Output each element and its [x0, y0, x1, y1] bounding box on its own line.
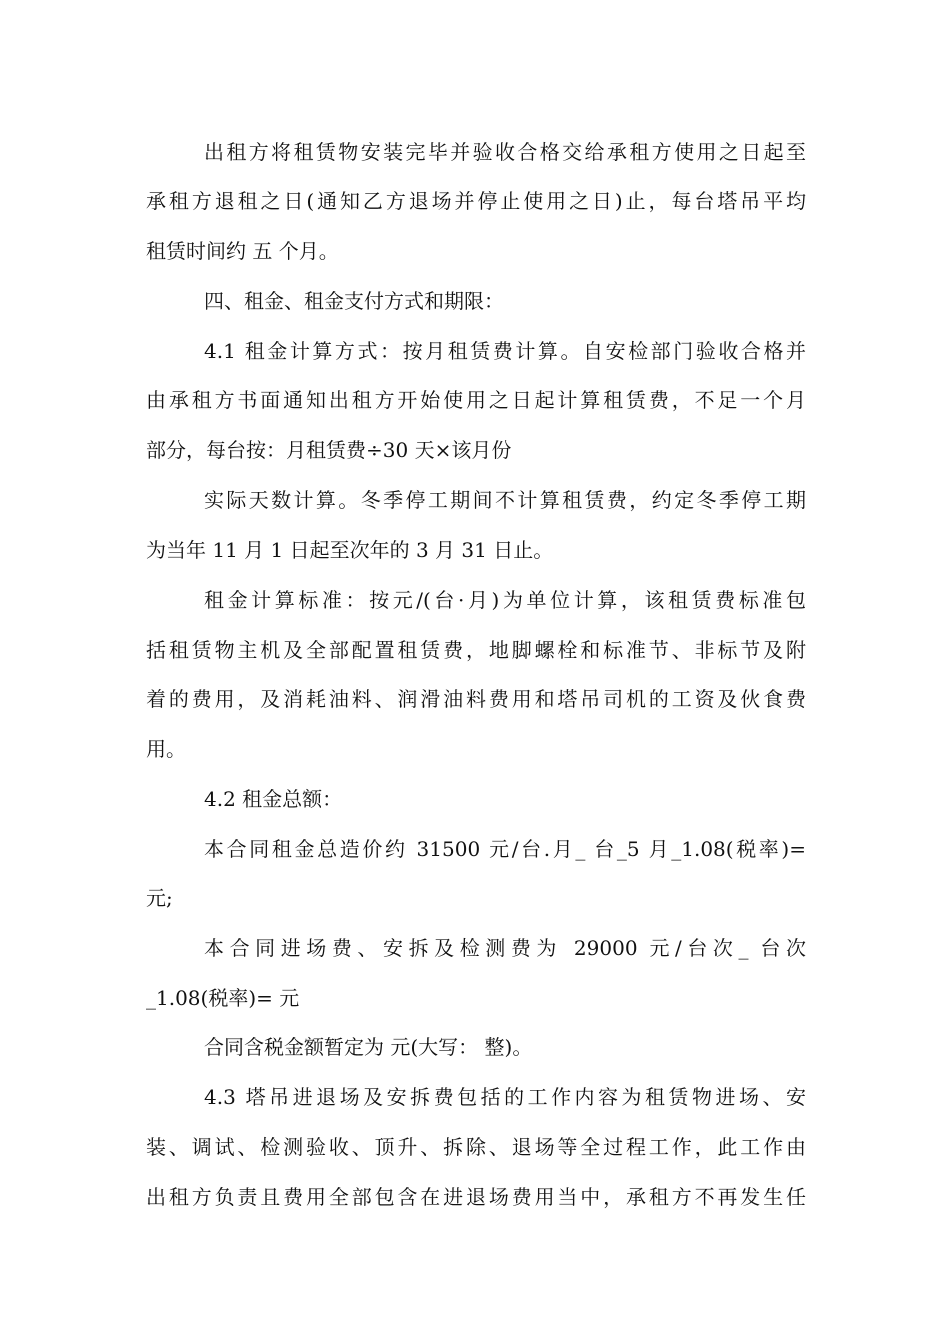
paragraph-line: 本合同进场费、安拆及检测费为 29000 元/台次_ 台次 [204, 936, 806, 960]
section-heading: 四、租金、租金支付方式和期限： [204, 289, 504, 313]
paragraph-line: 4.1 租金计算方式：按月租赁费计算。自安检部门验收合格并 [204, 339, 806, 363]
paragraph-line: _1.08(税率)= 元 [146, 986, 300, 1010]
paragraph-line: 元; [146, 886, 173, 910]
paragraph-line: 本合同租金总造价约 31500 元/台.月_ 台_5 月_1.08(税率)= [204, 837, 806, 861]
paragraph-line: 合同含税金额暂定为 元(大写： 整)。 [204, 1035, 533, 1059]
paragraph-line: 实际天数计算。冬季停工期间不计算租赁费，约定冬季停工期 [204, 488, 806, 512]
paragraph-line: 出租方将租赁物安装完毕并验收合格交给承租方使用之日起至 [204, 140, 806, 164]
paragraph-line: 承租方退租之日(通知乙方退场并停止使用之日)止，每台塔吊平均 [146, 189, 806, 213]
paragraph-line: 部分，每台按：月租赁费÷30 天×该月份 [146, 438, 512, 462]
paragraph-line: 为当年 11 月 1 日起至次年的 3 月 31 日止。 [146, 538, 554, 562]
paragraph-line: 租金计算标准：按元/(台·月)为单位计算，该租赁费标准包 [204, 588, 806, 612]
paragraph-line: 括租赁物主机及全部配置租赁费，地脚螺栓和标准节、非标节及附 [146, 638, 806, 662]
paragraph-line: 由承租方书面通知出租方开始使用之日起计算租赁费，不足一个月 [146, 388, 806, 412]
paragraph-line: 装、调试、检测验收、顶升、拆除、退场等全过程工作，此工作由 [146, 1135, 806, 1159]
paragraph-line: 租赁时间约 五 个月。 [146, 239, 339, 263]
paragraph-line: 出租方负责且费用全部包含在进退场费用当中，承租方不再发生任 [146, 1185, 806, 1209]
section-heading: 4.2 租金总额： [204, 787, 343, 811]
paragraph-line: 用。 [146, 737, 186, 761]
paragraph-line: 着的费用，及消耗油料、润滑油料费用和塔吊司机的工资及伙食费 [146, 687, 806, 711]
paragraph-line: 4.3 塔吊进退场及安拆费包括的工作内容为租赁物进场、安 [204, 1085, 806, 1109]
